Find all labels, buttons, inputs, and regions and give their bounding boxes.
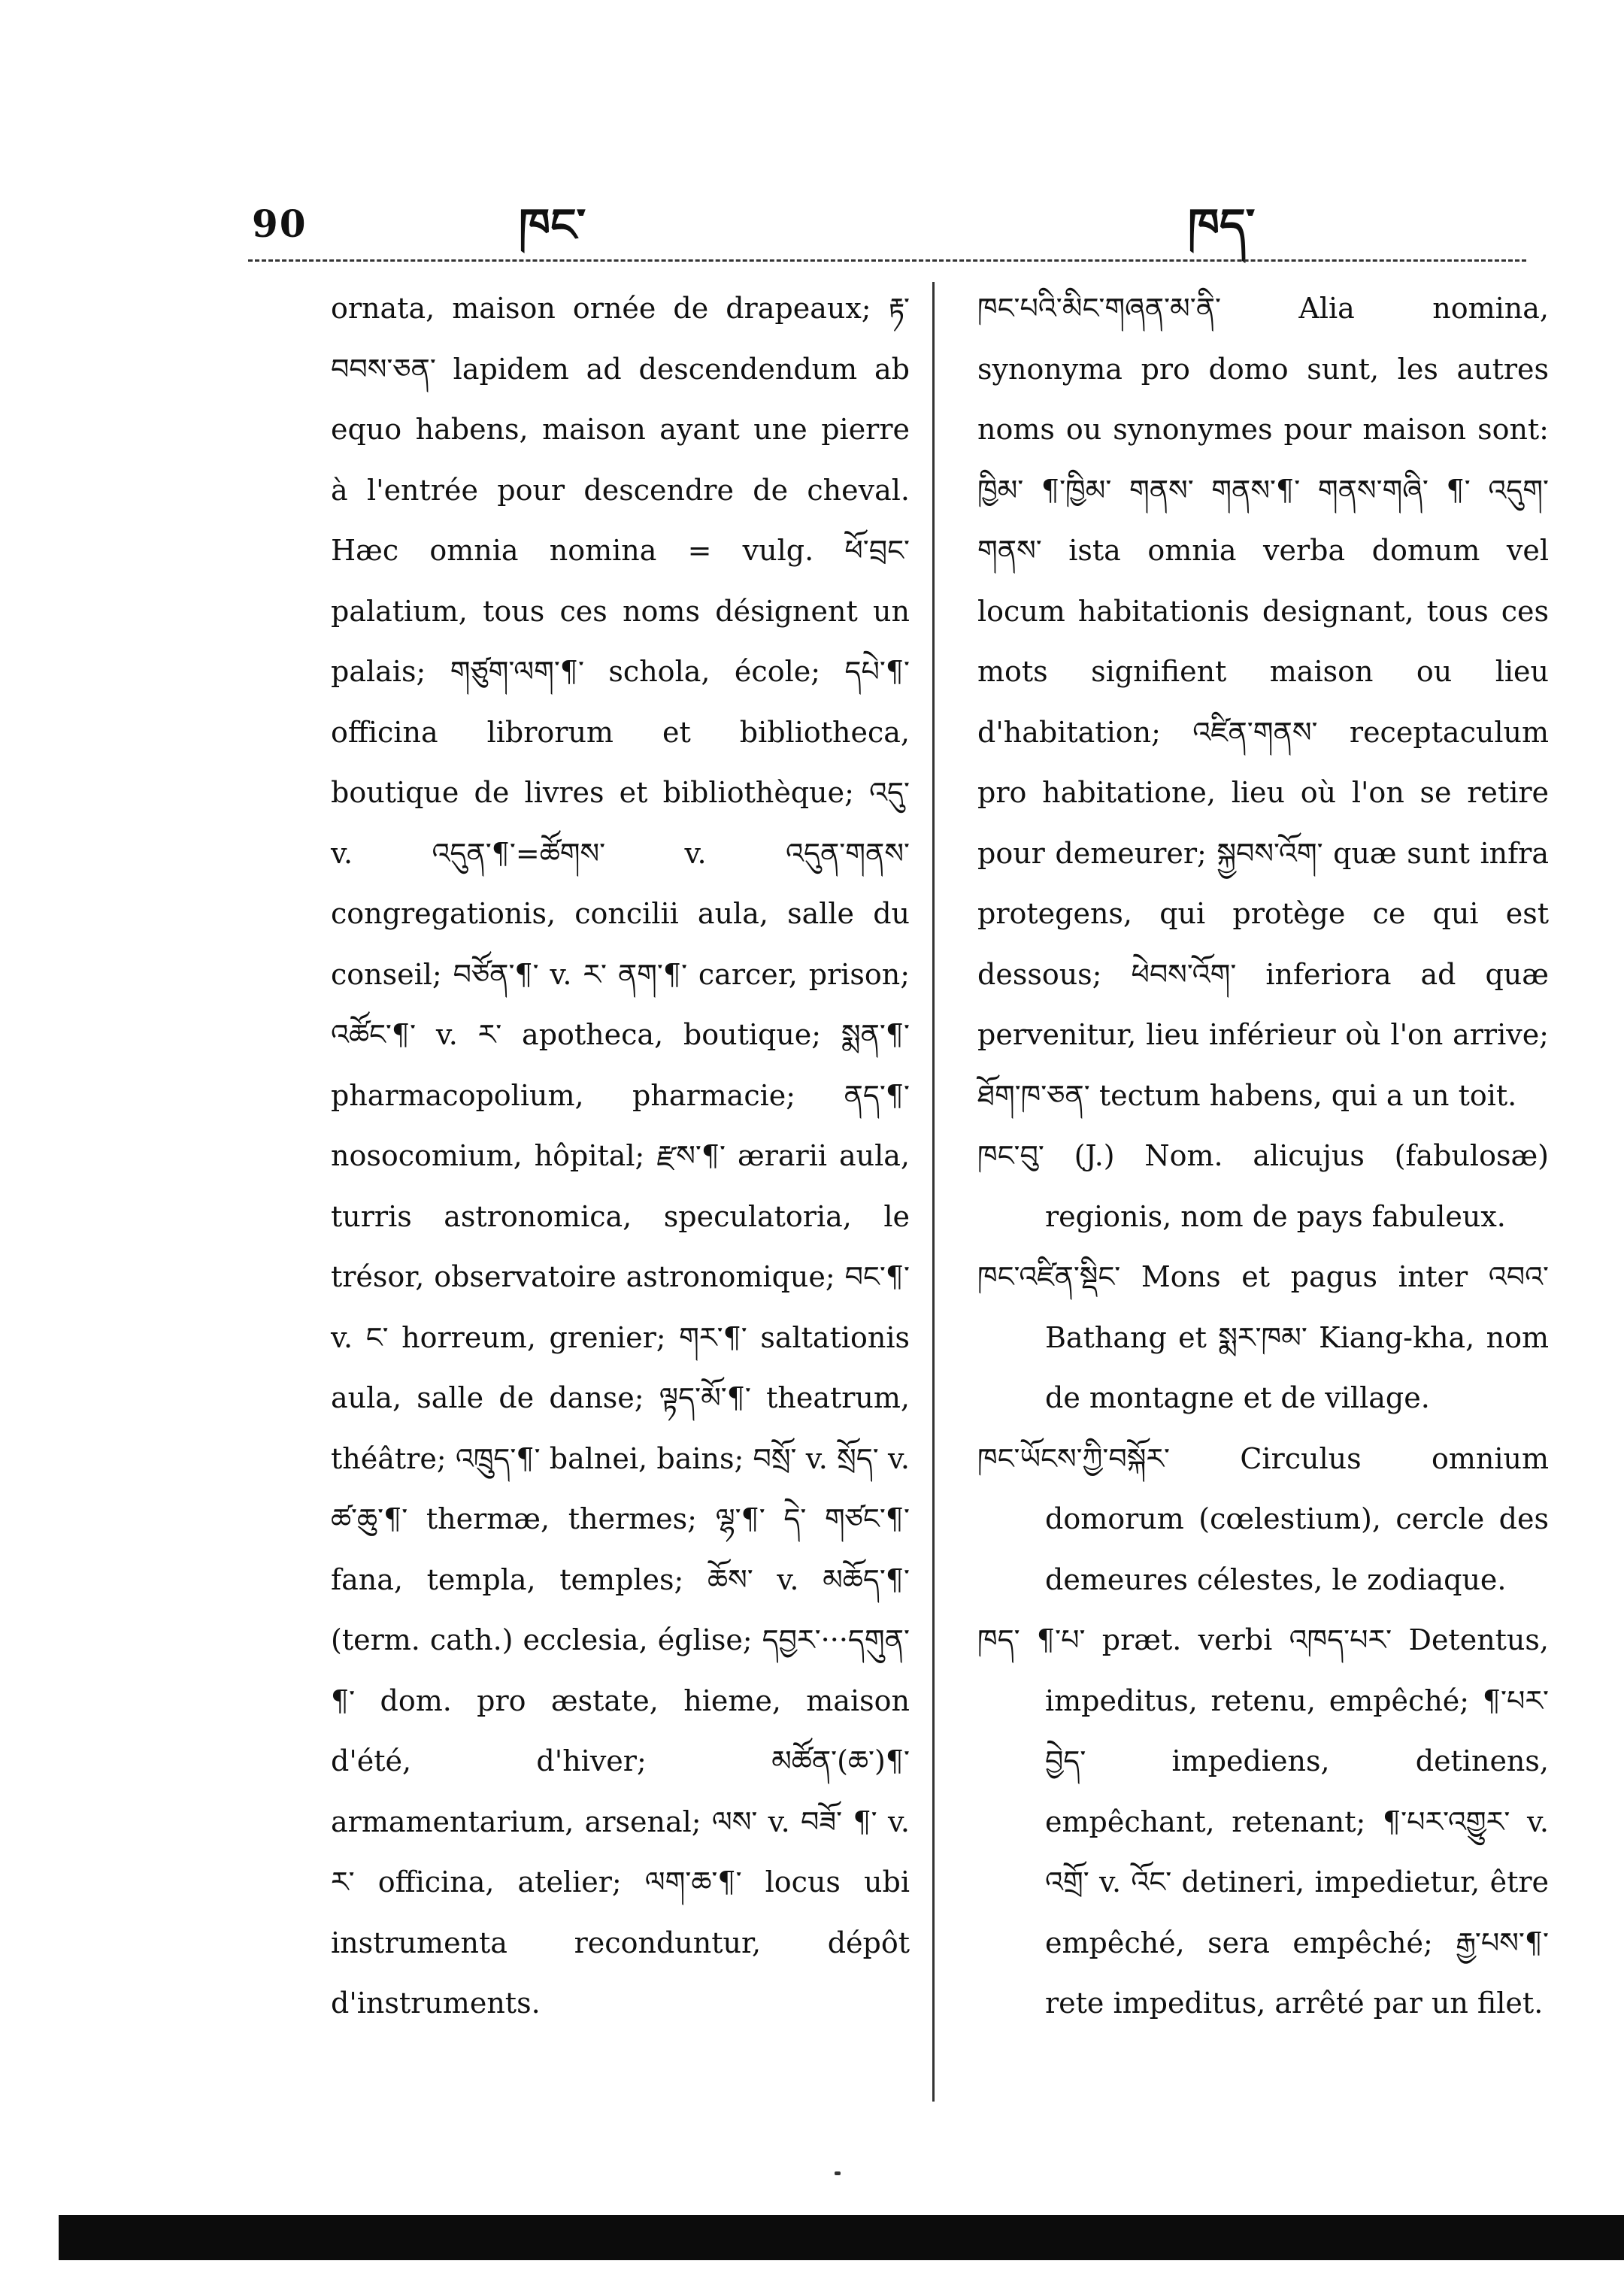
entry-khang-pa-synonyms: ཁང་པའི་མིང་གཞན་མ་ནི་ Alia nomina, synonyma pro domo sunt, les autres noms ou synonymes pour maison sont: ཁྱིམ་ ¶་ཁྱིམ་ གནས་ གནས་¶་ གནས་གཞི་ ¶་ འདུག་གནས་ ista omnia verba domum vel locum habitationis designant, tous ces mots signifient maison ou lieu d'habitation; འཛིན་གནས་ receptaculum pro habitatione, lieu où l'on se retire pour demeurer; སྐྱབས་འོག་ quæ sunt infra protegens, qui protège ce qui est dessous; ཕེབས་འོག་ inferiora ad quæ pervenitur, lieu inférieur où l'on arrive; ཐོག་ཁ་ཅན་ tectum habens, qui a un toit. bbox=[977, 292, 1549, 1112]
scan-smudge bbox=[835, 2171, 841, 2175]
left-column bbox=[331, 278, 910, 2034]
page-number: 90 bbox=[252, 202, 308, 246]
header-rule bbox=[248, 259, 1526, 262]
entry-khang-dzin-ding: ཁང་འཛིན་སྡིང་ Mons et pagus inter འབའ་ Bathang et སྨར་ཁམ་ Kiang-kha, nom de montagne et de village. bbox=[977, 1260, 1549, 1414]
entry-continuation: ornata, maison ornée de drapeaux; རྟ་བབས་ཅན་ lapidem ad descendendum ab equo habens, maison ayant une pierre à l'entrée pour descendre de cheval. Hæc omnia nomina = vulg. ཕོ་བྲང་ palatium, tous ces noms désignent un palais; གཙུག་ལག་¶་ schola, école; དཔེ་¶་ officina librorum et bibliotheca, boutique de livres et bibliothèque; འདུ་ v. འདུན་¶་=ཚོགས་ v. འདུན་གནས་ congregationis, concilii aula, salle du conseil; བཙོན་¶་ v. ར་ ནག་¶་ carcer, prison; འཚོང་¶་ v. ར་ apotheca, boutique; སྨན་¶་ pharmacopolium, pharmacie; ནད་¶་ nosocomium, hôpital; རྫས་¶་ ærarii aula, turris astronomica, speculatoria, le trésor, observatoire astronomique; བང་¶་ v. ང་ horreum, grenier; གར་¶་ saltationis aula, salle de danse; ལྟད་མོ་¶་ theatrum, théâtre; འཁྲུད་¶་ balnei, bains; བསྲོ་ v. སྲོད་ v. ཚ་ཆུ་¶་ thermæ, thermes; ལྷ་¶་ དེ་ གཙང་¶་ fana, templa, temples; ཆོས་ v. མཆོད་¶་ (term. cath.) ecclesia, église; དབྱར་···དགུན་¶་ dom. pro æstate, hieme, maison d'été, d'hiver; མཚོན་(ཆ་)¶་ armamentarium, arsenal; ལས་ v. བཟོ་ ¶་ v. ར་ officina, atelier; ལག་ཆ་¶་ locus ubi instrumenta reconduntur, dépôt d'instruments. bbox=[331, 292, 910, 2020]
scan-bottom-bar bbox=[59, 2215, 1624, 2260]
column-divider bbox=[932, 282, 935, 2102]
running-headword-left: ཁང་ bbox=[519, 199, 586, 252]
entry-khang-bu: ཁང་བུ་ (J.) Nom. alicujus (fabulosæ) regionis, nom de pays fabuleux. bbox=[977, 1139, 1549, 1233]
running-headword-right: ཁད་ bbox=[1188, 199, 1256, 252]
entry-khad: ཁད་ ¶་པ་ præt. verbi འཁད་པར་ Detentus, impeditus, retenu, empêché; ¶་པར་ བྱེད་ impediens, detinens, empêchant, retenant; ¶་པར་འགྱུར་ v. འགྲོ་ v. འོང་ detineri, impedietur, être empêché, sera empêché; རྒྱ་པས་¶་ rete impeditus, arrêté par un filet. bbox=[977, 1623, 1549, 2020]
entry-khang-yongs: ཁང་ཡོངས་ཀྱི་བསྐོར་ Circulus omnium domorum (cœlestium), cercle des demeures célestes, le zodiaque. bbox=[977, 1441, 1549, 1596]
right-column bbox=[977, 278, 1549, 2034]
